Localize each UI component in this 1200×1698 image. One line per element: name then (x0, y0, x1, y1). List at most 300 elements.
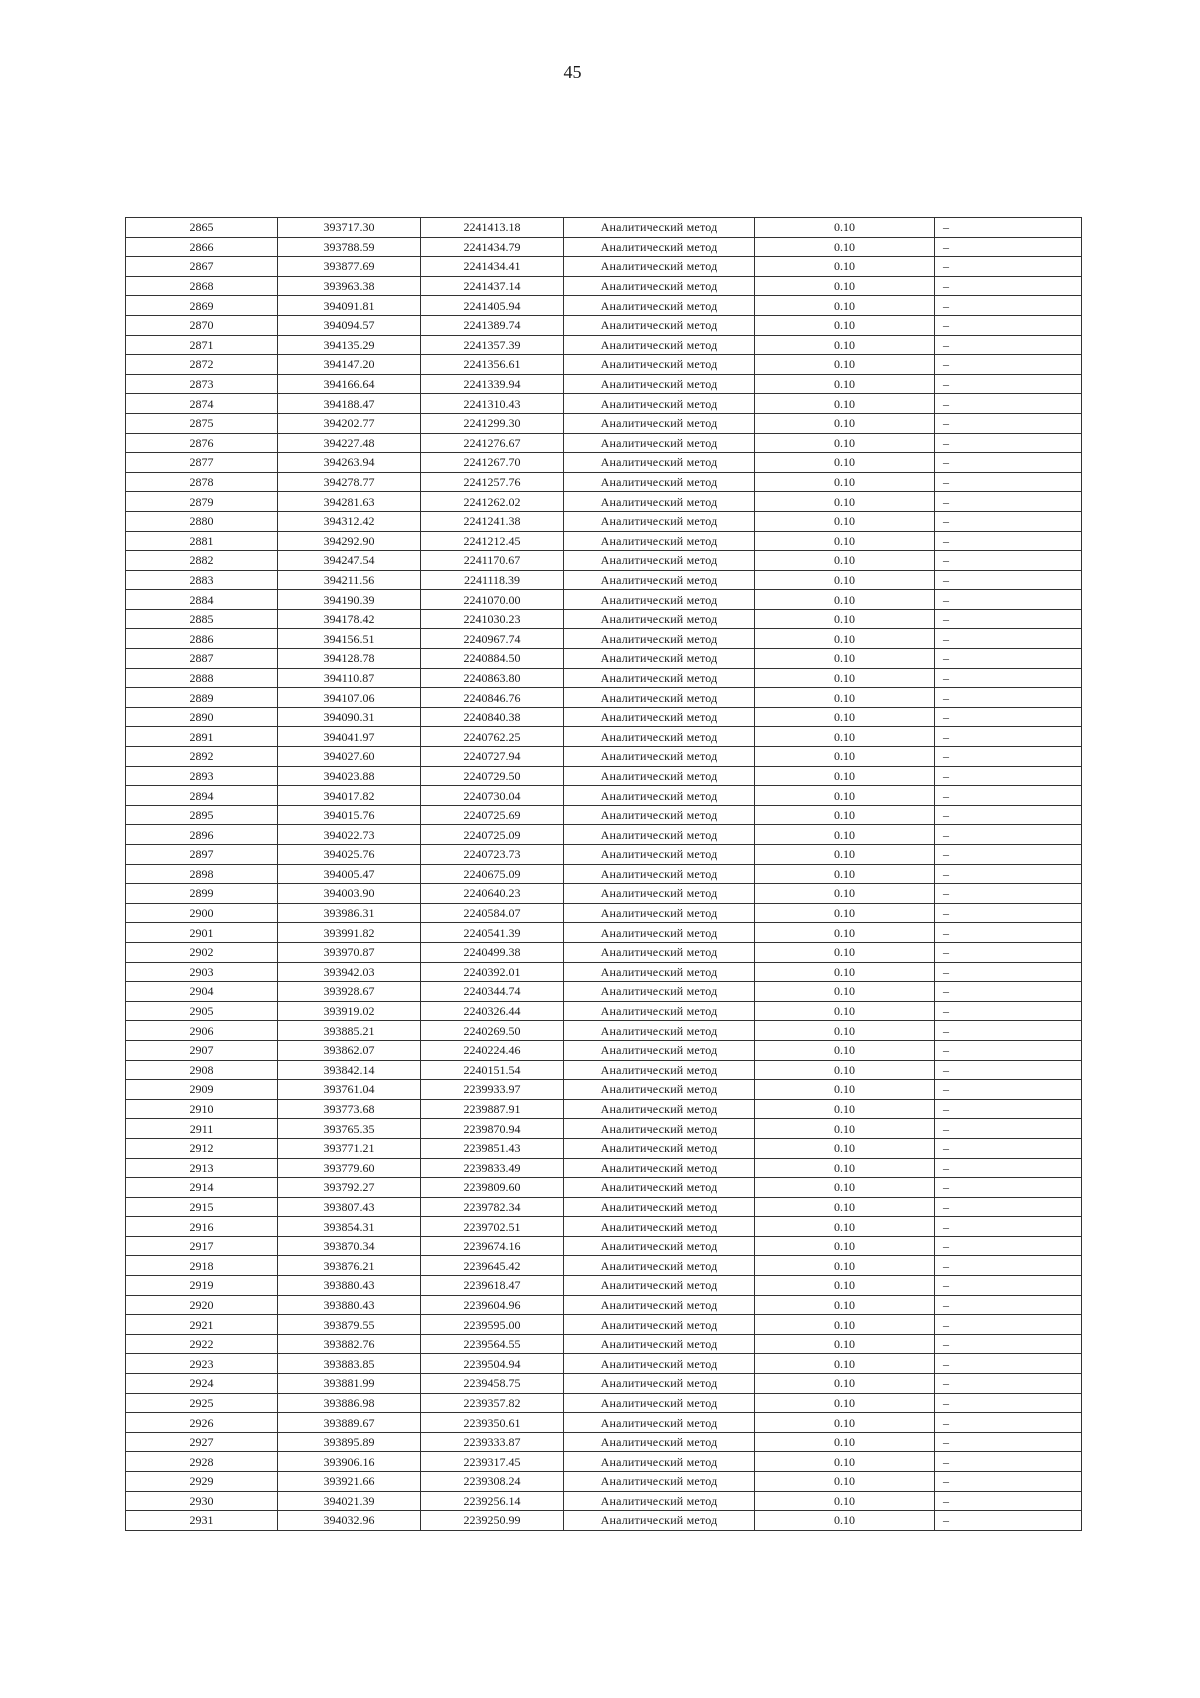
coordinate-y-cell: 2241118.39 (421, 570, 564, 590)
method-cell: Аналитический метод (564, 727, 755, 747)
point-number-cell: 2928 (126, 1452, 278, 1472)
point-number-cell: 2911 (126, 1119, 278, 1139)
accuracy-cell: 0.10 (755, 923, 935, 943)
method-cell: Аналитический метод (564, 590, 755, 610)
coordinate-y-cell: 2241257.76 (421, 472, 564, 492)
table-row (126, 1491, 1082, 1511)
table-row (126, 864, 1082, 884)
table-row (126, 1197, 1082, 1217)
note-cell: – (935, 1217, 1082, 1237)
coordinate-x-cell: 393942.03 (278, 962, 421, 982)
method-cell: Аналитический метод (564, 942, 755, 962)
accuracy-cell: 0.10 (755, 453, 935, 473)
coordinate-x-cell: 393880.43 (278, 1295, 421, 1315)
method-cell: Аналитический метод (564, 1315, 755, 1335)
method-cell: Аналитический метод (564, 707, 755, 727)
coordinate-y-cell: 2239604.96 (421, 1295, 564, 1315)
note-cell: – (935, 1021, 1082, 1041)
point-number-cell: 2866 (126, 237, 278, 257)
point-number-cell: 2908 (126, 1060, 278, 1080)
note-cell: – (935, 590, 1082, 610)
coordinate-y-cell: 2239674.16 (421, 1236, 564, 1256)
accuracy-cell: 0.10 (755, 982, 935, 1002)
note-cell: – (935, 531, 1082, 551)
accuracy-cell: 0.10 (755, 276, 935, 296)
coordinate-y-cell: 2241276.67 (421, 433, 564, 453)
point-number-cell: 2894 (126, 786, 278, 806)
note-cell: – (935, 1040, 1082, 1060)
note-cell: – (935, 335, 1082, 355)
note-cell: – (935, 1001, 1082, 1021)
point-number-cell: 2871 (126, 335, 278, 355)
coordinate-y-cell: 2239504.94 (421, 1354, 564, 1374)
coordinate-x-cell: 393771.21 (278, 1138, 421, 1158)
method-cell: Аналитический метод (564, 1491, 755, 1511)
point-number-cell: 2896 (126, 825, 278, 845)
coordinate-y-cell: 2240723.73 (421, 845, 564, 865)
coordinate-y-cell: 2239308.24 (421, 1472, 564, 1492)
method-cell: Аналитический метод (564, 355, 755, 375)
point-number-cell: 2910 (126, 1099, 278, 1119)
coordinate-x-cell: 394281.63 (278, 492, 421, 512)
accuracy-cell: 0.10 (755, 1315, 935, 1335)
method-cell: Аналитический метод (564, 551, 755, 571)
point-number-cell: 2879 (126, 492, 278, 512)
point-number-cell: 2878 (126, 472, 278, 492)
accuracy-cell: 0.10 (755, 1197, 935, 1217)
table-row (126, 1099, 1082, 1119)
accuracy-cell: 0.10 (755, 315, 935, 335)
coordinate-x-cell: 393779.60 (278, 1158, 421, 1178)
note-cell: – (935, 942, 1082, 962)
coordinate-y-cell: 2239809.60 (421, 1178, 564, 1198)
accuracy-cell: 0.10 (755, 1236, 935, 1256)
coordinate-y-cell: 2239458.75 (421, 1374, 564, 1394)
method-cell: Аналитический метод (564, 962, 755, 982)
point-number-cell: 2916 (126, 1217, 278, 1237)
table-row (126, 1256, 1082, 1276)
accuracy-cell: 0.10 (755, 551, 935, 571)
coordinate-y-cell: 2239887.91 (421, 1099, 564, 1119)
coordinate-x-cell: 393765.35 (278, 1119, 421, 1139)
accuracy-cell: 0.10 (755, 1138, 935, 1158)
table-row (126, 884, 1082, 904)
coordinate-x-cell: 394211.56 (278, 570, 421, 590)
point-number-cell: 2927 (126, 1432, 278, 1452)
accuracy-cell: 0.10 (755, 609, 935, 629)
note-cell: – (935, 1119, 1082, 1139)
table-row (126, 1511, 1082, 1531)
table-row (126, 1315, 1082, 1335)
coordinate-y-cell: 2239851.43 (421, 1138, 564, 1158)
accuracy-cell: 0.10 (755, 668, 935, 688)
accuracy-cell: 0.10 (755, 1178, 935, 1198)
table-row (126, 923, 1082, 943)
method-cell: Аналитический метод (564, 1334, 755, 1354)
note-cell: – (935, 433, 1082, 453)
note-cell: – (935, 629, 1082, 649)
note-cell: – (935, 962, 1082, 982)
accuracy-cell: 0.10 (755, 1413, 935, 1433)
point-number-cell: 2914 (126, 1178, 278, 1198)
coordinate-x-cell: 394178.42 (278, 609, 421, 629)
accuracy-cell: 0.10 (755, 1099, 935, 1119)
accuracy-cell: 0.10 (755, 845, 935, 865)
coordinate-y-cell: 2240725.69 (421, 805, 564, 825)
table-row (126, 845, 1082, 865)
table-row (126, 1276, 1082, 1296)
point-number-cell: 2913 (126, 1158, 278, 1178)
note-cell: – (935, 1197, 1082, 1217)
table-row (126, 747, 1082, 767)
coordinate-y-cell: 2239702.51 (421, 1217, 564, 1237)
coordinate-x-cell: 394227.48 (278, 433, 421, 453)
table-row (126, 1060, 1082, 1080)
table-row (126, 1432, 1082, 1452)
note-cell: – (935, 1472, 1082, 1492)
coordinate-y-cell: 2240344.74 (421, 982, 564, 1002)
method-cell: Аналитический метод (564, 276, 755, 296)
table-row (126, 335, 1082, 355)
coordinate-x-cell: 394278.77 (278, 472, 421, 492)
table-row (126, 1413, 1082, 1433)
table-row (126, 1452, 1082, 1472)
coordinate-x-cell: 394247.54 (278, 551, 421, 571)
coordinate-x-cell: 394032.96 (278, 1511, 421, 1531)
point-number-cell: 2906 (126, 1021, 278, 1041)
coordinate-y-cell: 2239782.34 (421, 1197, 564, 1217)
method-cell: Аналитический метод (564, 982, 755, 1002)
coordinate-y-cell: 2241070.00 (421, 590, 564, 610)
method-cell: Аналитический метод (564, 668, 755, 688)
accuracy-cell: 0.10 (755, 374, 935, 394)
coordinates-table (125, 217, 1082, 1531)
coordinate-y-cell: 2240541.39 (421, 923, 564, 943)
method-cell: Аналитический метод (564, 1040, 755, 1060)
coordinate-x-cell: 393717.30 (278, 218, 421, 238)
accuracy-cell: 0.10 (755, 825, 935, 845)
coordinate-y-cell: 2241170.67 (421, 551, 564, 571)
accuracy-cell: 0.10 (755, 218, 935, 238)
point-number-cell: 2899 (126, 884, 278, 904)
point-number-cell: 2924 (126, 1374, 278, 1394)
method-cell: Аналитический метод (564, 864, 755, 884)
method-cell: Аналитический метод (564, 296, 755, 316)
note-cell: – (935, 492, 1082, 512)
table-row (126, 786, 1082, 806)
note-cell: – (935, 786, 1082, 806)
coordinate-x-cell: 393986.31 (278, 903, 421, 923)
table-row (126, 433, 1082, 453)
page-number: 45 (563, 62, 582, 82)
coordinate-y-cell: 2241310.43 (421, 394, 564, 414)
note-cell: – (935, 551, 1082, 571)
note-cell: – (935, 825, 1082, 845)
point-number-cell: 2926 (126, 1413, 278, 1433)
method-cell: Аналитический метод (564, 1432, 755, 1452)
accuracy-cell: 0.10 (755, 688, 935, 708)
table-row (126, 805, 1082, 825)
accuracy-cell: 0.10 (755, 1511, 935, 1531)
coordinate-y-cell: 2240846.76 (421, 688, 564, 708)
note-cell: – (935, 276, 1082, 296)
coordinate-y-cell: 2240499.38 (421, 942, 564, 962)
point-number-cell: 2869 (126, 296, 278, 316)
accuracy-cell: 0.10 (755, 747, 935, 767)
coordinate-y-cell: 2240729.50 (421, 766, 564, 786)
accuracy-cell: 0.10 (755, 1472, 935, 1492)
note-cell: – (935, 374, 1082, 394)
coordinate-y-cell: 2240840.38 (421, 707, 564, 727)
method-cell: Аналитический метод (564, 1276, 755, 1296)
point-number-cell: 2922 (126, 1334, 278, 1354)
coordinate-x-cell: 393895.89 (278, 1432, 421, 1452)
table-row (126, 218, 1082, 238)
note-cell: – (935, 1178, 1082, 1198)
coordinate-y-cell: 2239564.55 (421, 1334, 564, 1354)
point-number-cell: 2902 (126, 942, 278, 962)
point-number-cell: 2915 (126, 1197, 278, 1217)
method-cell: Аналитический метод (564, 747, 755, 767)
coordinates-table-body (126, 218, 1082, 1531)
accuracy-cell: 0.10 (755, 1256, 935, 1276)
table-row (126, 296, 1082, 316)
accuracy-cell: 0.10 (755, 1080, 935, 1100)
point-number-cell: 2907 (126, 1040, 278, 1060)
table-row (126, 649, 1082, 669)
note-cell: – (935, 982, 1082, 1002)
coordinate-x-cell: 394003.90 (278, 884, 421, 904)
method-cell: Аналитический метод (564, 1236, 755, 1256)
coordinate-x-cell: 393921.66 (278, 1472, 421, 1492)
coordinate-x-cell: 393970.87 (278, 942, 421, 962)
point-number-cell: 2892 (126, 747, 278, 767)
accuracy-cell: 0.10 (755, 531, 935, 551)
table-row (126, 1236, 1082, 1256)
table-row (126, 1472, 1082, 1492)
coordinate-y-cell: 2239357.82 (421, 1393, 564, 1413)
accuracy-cell: 0.10 (755, 472, 935, 492)
point-number-cell: 2885 (126, 609, 278, 629)
coordinate-x-cell: 393885.21 (278, 1021, 421, 1041)
point-number-cell: 2875 (126, 413, 278, 433)
note-cell: – (935, 1374, 1082, 1394)
coordinate-x-cell: 394312.42 (278, 511, 421, 531)
coordinate-x-cell: 393773.68 (278, 1099, 421, 1119)
coordinate-y-cell: 2241299.30 (421, 413, 564, 433)
accuracy-cell: 0.10 (755, 786, 935, 806)
accuracy-cell: 0.10 (755, 511, 935, 531)
method-cell: Аналитический метод (564, 688, 755, 708)
coordinate-x-cell: 393788.59 (278, 237, 421, 257)
table-row (126, 237, 1082, 257)
accuracy-cell: 0.10 (755, 413, 935, 433)
coordinate-y-cell: 2239256.14 (421, 1491, 564, 1511)
point-number-cell: 2884 (126, 590, 278, 610)
point-number-cell: 2931 (126, 1511, 278, 1531)
accuracy-cell: 0.10 (755, 629, 935, 649)
point-number-cell: 2903 (126, 962, 278, 982)
accuracy-cell: 0.10 (755, 1393, 935, 1413)
point-number-cell: 2909 (126, 1080, 278, 1100)
accuracy-cell: 0.10 (755, 394, 935, 414)
point-number-cell: 2888 (126, 668, 278, 688)
accuracy-cell: 0.10 (755, 884, 935, 904)
table-row (126, 903, 1082, 923)
table-row (126, 962, 1082, 982)
note-cell: – (935, 884, 1082, 904)
coordinate-x-cell: 394292.90 (278, 531, 421, 551)
table-row (126, 982, 1082, 1002)
coordinate-y-cell: 2239618.47 (421, 1276, 564, 1296)
method-cell: Аналитический метод (564, 805, 755, 825)
point-number-cell: 2921 (126, 1315, 278, 1335)
note-cell: – (935, 845, 1082, 865)
coordinate-y-cell: 2239645.42 (421, 1256, 564, 1276)
coordinate-x-cell: 394005.47 (278, 864, 421, 884)
coordinate-y-cell: 2241267.70 (421, 453, 564, 473)
method-cell: Аналитический метод (564, 1060, 755, 1080)
table-row (126, 257, 1082, 277)
note-cell: – (935, 1276, 1082, 1296)
method-cell: Аналитический метод (564, 1001, 755, 1021)
coordinate-y-cell: 2240725.09 (421, 825, 564, 845)
note-cell: – (935, 1295, 1082, 1315)
coordinate-y-cell: 2241357.39 (421, 335, 564, 355)
method-cell: Аналитический метод (564, 1511, 755, 1531)
coordinate-x-cell: 394202.77 (278, 413, 421, 433)
coordinate-x-cell: 393880.43 (278, 1276, 421, 1296)
accuracy-cell: 0.10 (755, 1354, 935, 1374)
table-row (126, 766, 1082, 786)
coordinate-y-cell: 2241212.45 (421, 531, 564, 551)
note-cell: – (935, 1158, 1082, 1178)
method-cell: Аналитический метод (564, 1217, 755, 1237)
point-number-cell: 2930 (126, 1491, 278, 1511)
coordinate-x-cell: 394022.73 (278, 825, 421, 845)
note-cell: – (935, 1060, 1082, 1080)
point-number-cell: 2872 (126, 355, 278, 375)
note-cell: – (935, 237, 1082, 257)
method-cell: Аналитический метод (564, 1472, 755, 1492)
accuracy-cell: 0.10 (755, 1158, 935, 1178)
note-cell: – (935, 805, 1082, 825)
accuracy-cell: 0.10 (755, 766, 935, 786)
note-cell: – (935, 864, 1082, 884)
table-row (126, 413, 1082, 433)
table-row (126, 492, 1082, 512)
table-row (126, 1040, 1082, 1060)
accuracy-cell: 0.10 (755, 1374, 935, 1394)
accuracy-cell: 0.10 (755, 1491, 935, 1511)
note-cell: – (935, 1491, 1082, 1511)
note-cell: – (935, 1315, 1082, 1335)
table-row (126, 1158, 1082, 1178)
coordinate-y-cell: 2241262.02 (421, 492, 564, 512)
point-number-cell: 2923 (126, 1354, 278, 1374)
note-cell: – (935, 355, 1082, 375)
note-cell: – (935, 1452, 1082, 1472)
point-number-cell: 2865 (126, 218, 278, 238)
method-cell: Аналитический метод (564, 1021, 755, 1041)
point-number-cell: 2887 (126, 649, 278, 669)
note-cell: – (935, 453, 1082, 473)
accuracy-cell: 0.10 (755, 1276, 935, 1296)
coordinate-y-cell: 2241241.38 (421, 511, 564, 531)
coordinate-x-cell: 393883.85 (278, 1354, 421, 1374)
coordinate-x-cell: 394091.81 (278, 296, 421, 316)
table-row (126, 374, 1082, 394)
coordinate-y-cell: 2241413.18 (421, 218, 564, 238)
note-cell: – (935, 472, 1082, 492)
accuracy-cell: 0.10 (755, 1040, 935, 1060)
coordinate-x-cell: 393906.16 (278, 1452, 421, 1472)
coordinate-x-cell: 393877.69 (278, 257, 421, 277)
note-cell: – (935, 903, 1082, 923)
method-cell: Аналитический метод (564, 1138, 755, 1158)
accuracy-cell: 0.10 (755, 492, 935, 512)
accuracy-cell: 0.10 (755, 1060, 935, 1080)
coordinate-y-cell: 2240224.46 (421, 1040, 564, 1060)
table-row (126, 668, 1082, 688)
coordinate-x-cell: 394190.39 (278, 590, 421, 610)
table-row (126, 531, 1082, 551)
accuracy-cell: 0.10 (755, 1452, 935, 1472)
coordinate-y-cell: 2241339.94 (421, 374, 564, 394)
accuracy-cell: 0.10 (755, 257, 935, 277)
note-cell: – (935, 1393, 1082, 1413)
coordinate-x-cell: 393882.76 (278, 1334, 421, 1354)
note-cell: – (935, 1256, 1082, 1276)
point-number-cell: 2877 (126, 453, 278, 473)
accuracy-cell: 0.10 (755, 1021, 935, 1041)
method-cell: Аналитический метод (564, 1158, 755, 1178)
coordinate-x-cell: 393879.55 (278, 1315, 421, 1335)
method-cell: Аналитический метод (564, 257, 755, 277)
coordinate-y-cell: 2240269.50 (421, 1021, 564, 1041)
point-number-cell: 2883 (126, 570, 278, 590)
method-cell: Аналитический метод (564, 766, 755, 786)
coordinate-y-cell: 2241434.41 (421, 257, 564, 277)
coordinate-y-cell: 2241405.94 (421, 296, 564, 316)
coordinate-y-cell: 2241437.14 (421, 276, 564, 296)
table-row (126, 1021, 1082, 1041)
method-cell: Аналитический метод (564, 1413, 755, 1433)
coordinate-y-cell: 2240584.07 (421, 903, 564, 923)
method-cell: Аналитический метод (564, 629, 755, 649)
table-row (126, 1334, 1082, 1354)
coordinate-x-cell: 394090.31 (278, 707, 421, 727)
method-cell: Аналитический метод (564, 1119, 755, 1139)
note-cell: – (935, 1099, 1082, 1119)
method-cell: Аналитический метод (564, 649, 755, 669)
coordinate-y-cell: 2241389.74 (421, 315, 564, 335)
table-row (126, 472, 1082, 492)
point-number-cell: 2925 (126, 1393, 278, 1413)
method-cell: Аналитический метод (564, 531, 755, 551)
table-row (126, 1178, 1082, 1198)
point-number-cell: 2876 (126, 433, 278, 453)
method-cell: Аналитический метод (564, 394, 755, 414)
method-cell: Аналитический метод (564, 237, 755, 257)
coordinate-y-cell: 2240863.80 (421, 668, 564, 688)
point-number-cell: 2874 (126, 394, 278, 414)
note-cell: – (935, 766, 1082, 786)
accuracy-cell: 0.10 (755, 1334, 935, 1354)
coordinate-x-cell: 393919.02 (278, 1001, 421, 1021)
method-cell: Аналитический метод (564, 923, 755, 943)
point-number-cell: 2868 (126, 276, 278, 296)
